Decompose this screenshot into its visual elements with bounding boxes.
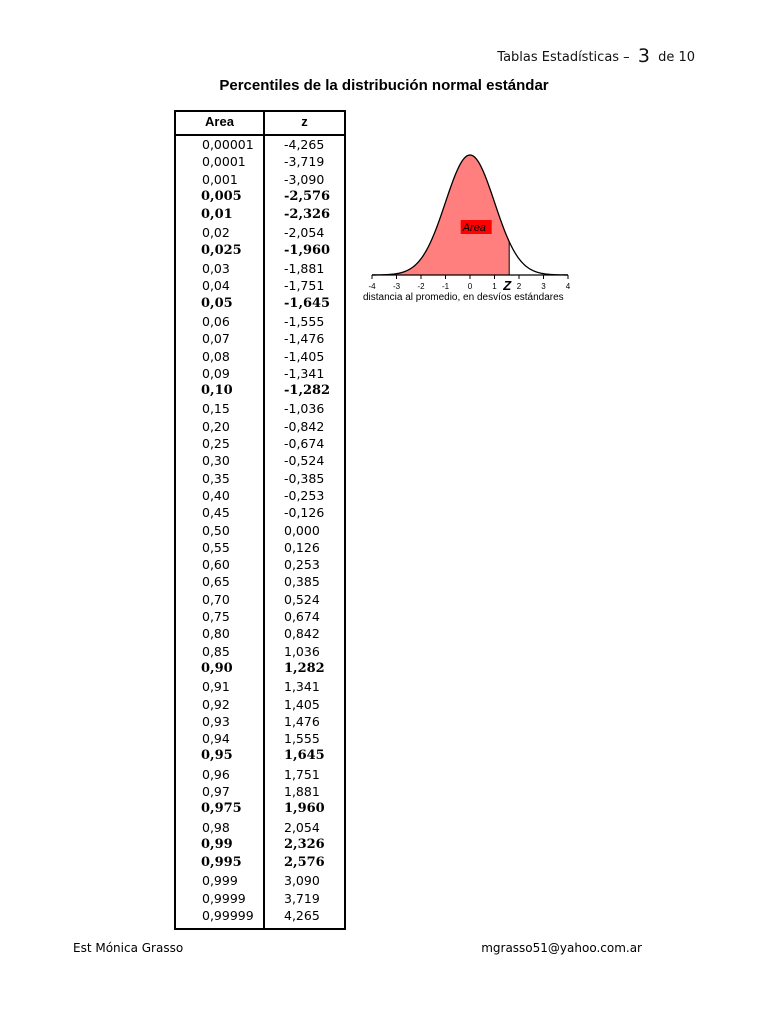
table-body	[176, 137, 344, 925]
table-row	[176, 471, 344, 488]
header-suffix: de 10	[658, 50, 695, 65]
table-row	[176, 784, 344, 801]
area-cell: 0,07	[202, 331, 230, 347]
z-cell: -1,341	[284, 365, 325, 381]
axis-tick-label: 4	[565, 282, 571, 291]
z-cell: 1,555	[284, 731, 320, 747]
z-cell: -0,126	[284, 505, 325, 521]
table-row	[176, 172, 344, 189]
table-row	[176, 714, 344, 731]
z-cell: 1,405	[284, 696, 320, 712]
axis-tick-label: 0	[467, 282, 473, 291]
area-cell: 0,80	[202, 626, 230, 642]
z-cell: -1,036	[284, 401, 325, 417]
z-cell: -0,524	[284, 453, 325, 469]
table-row	[176, 855, 344, 873]
area-cell: 0,03	[202, 261, 230, 277]
z-cell: -0,842	[284, 418, 325, 434]
area-cell: 0,06	[202, 313, 230, 329]
footer-email: mgrasso51@yahoo.com.ar	[481, 941, 642, 955]
area-cell: 0,09	[202, 365, 230, 381]
table-row	[176, 383, 344, 401]
z-cell: 4,265	[284, 908, 320, 924]
table-row	[176, 609, 344, 626]
area-cell: 0,95	[201, 748, 233, 764]
z-cell: -1,405	[284, 348, 325, 364]
z-cell: -3,719	[284, 154, 325, 170]
area-cell: 0,05	[201, 295, 233, 311]
z-cell: 0,253	[284, 557, 320, 573]
axis-tick-label: -2	[417, 282, 425, 291]
area-cell: 0,65	[202, 574, 230, 590]
z-cell: 3,090	[284, 873, 320, 889]
area-cell: 0,20	[202, 418, 230, 434]
axis-tick-label: -1	[441, 282, 450, 291]
percentile-table	[174, 110, 346, 930]
area-cell: 0,85	[202, 643, 230, 659]
table-row	[176, 225, 344, 242]
footer-author: Est Mónica Grasso	[73, 941, 184, 955]
table-row	[176, 314, 344, 331]
table-row	[176, 820, 344, 837]
axis-tick-label: -3	[392, 282, 401, 291]
z-cell: -2,326	[284, 207, 331, 223]
table-row	[176, 697, 344, 714]
z-cell: 3,719	[284, 890, 320, 906]
z-cell: 0,385	[284, 574, 320, 590]
table-row	[176, 644, 344, 661]
area-cell: 0,08	[202, 348, 230, 364]
table-row	[176, 419, 344, 436]
z-cell: 0,842	[284, 626, 320, 642]
z-cell: 0,000	[284, 522, 320, 538]
page-header	[497, 44, 695, 66]
area-cell: 0,995	[201, 855, 242, 871]
z-cell: -3,090	[284, 171, 325, 187]
table-row	[176, 488, 344, 505]
axis-tick-label: 3	[541, 282, 546, 291]
z-cell: 1,036	[284, 643, 320, 659]
z-cell: 0,126	[284, 539, 320, 555]
table-row	[176, 679, 344, 696]
z-cell: 0,524	[284, 591, 320, 607]
table-row	[176, 189, 344, 207]
table-row	[176, 767, 344, 784]
table-row	[176, 731, 344, 748]
area-cell: 0,91	[202, 679, 230, 695]
table-row	[176, 401, 344, 418]
table-row	[176, 540, 344, 557]
area-cell: 0,97	[202, 783, 230, 799]
table-row	[176, 207, 344, 225]
table-row	[176, 261, 344, 278]
area-cell: 0,94	[202, 731, 230, 747]
column-header-area: Area	[205, 114, 234, 129]
area-cell: 0,35	[202, 470, 230, 486]
area-cell: 0,15	[202, 401, 230, 417]
table-row	[176, 366, 344, 383]
table-row	[176, 748, 344, 766]
area-cell: 0,50	[202, 522, 230, 538]
z-cell: 1,476	[284, 713, 320, 729]
z-cell: 2,054	[284, 819, 320, 835]
z-cell: 1,960	[284, 801, 325, 817]
table-row	[176, 908, 344, 925]
z-cell: -2,576	[284, 188, 331, 204]
area-cell: 0,01	[201, 207, 233, 223]
z-cell: 1,282	[284, 660, 325, 676]
area-cell: 0,98	[202, 819, 230, 835]
z-cell: -1,555	[284, 313, 325, 329]
area-cell: 0,9999	[202, 890, 246, 906]
header-prefix: Tablas Estadísticas –	[497, 50, 630, 65]
normal-curve-figure	[360, 145, 580, 315]
z-cell: -1,881	[284, 261, 325, 277]
z-cell: -4,265	[284, 137, 325, 152]
area-cell: 0,00001	[202, 137, 254, 152]
table-row	[176, 891, 344, 908]
area-cell: 0,001	[202, 171, 238, 187]
table-row	[176, 523, 344, 540]
table-row	[176, 331, 344, 348]
table-row	[176, 661, 344, 679]
area-cell: 0,999	[202, 873, 238, 889]
area-cell: 0,99	[201, 836, 233, 852]
area-label: Area	[462, 222, 486, 234]
table-row	[176, 243, 344, 261]
table-row	[176, 453, 344, 470]
area-cell: 0,99999	[202, 908, 254, 924]
z-cell: -0,253	[284, 487, 325, 503]
area-cell: 0,90	[201, 660, 233, 676]
area-cell: 0,10	[201, 383, 233, 399]
table-row	[176, 436, 344, 453]
z-cell: -0,385	[284, 470, 325, 486]
table-row	[176, 801, 344, 819]
z-cell: 1,751	[284, 766, 320, 782]
area-cell: 0,25	[202, 436, 230, 452]
table-row	[176, 349, 344, 366]
area-cell: 0,93	[202, 713, 230, 729]
table-row	[176, 137, 344, 154]
table-row	[176, 626, 344, 643]
area-cell: 0,30	[202, 453, 230, 469]
area-cell: 0,0001	[202, 154, 246, 170]
table-row	[176, 557, 344, 574]
column-header-z: z	[301, 114, 308, 129]
area-cell: 0,45	[202, 505, 230, 521]
area-cell: 0,96	[202, 766, 230, 782]
table-row	[176, 278, 344, 295]
table-header	[176, 112, 344, 136]
area-cell: 0,04	[202, 278, 230, 294]
area-cell: 0,005	[201, 188, 242, 204]
z-cell: -1,960	[284, 242, 331, 258]
z-cell: -1,476	[284, 331, 325, 347]
area-cell: 0,02	[202, 225, 230, 241]
z-cell: 1,881	[284, 783, 320, 799]
z-cell: 1,341	[284, 679, 320, 695]
table-row	[176, 873, 344, 890]
axis-ticks	[368, 275, 570, 291]
area-cell: 0,60	[202, 557, 230, 573]
z-cell: 2,326	[284, 836, 325, 852]
page-number: 3	[637, 45, 650, 67]
area-cell: 0,75	[202, 609, 230, 625]
z-cell: 0,674	[284, 609, 320, 625]
z-cell: -1,282	[284, 383, 331, 399]
area-cell: 0,975	[201, 801, 242, 817]
area-cell: 0,40	[202, 487, 230, 503]
table-row	[176, 837, 344, 855]
z-cell: -0,674	[284, 436, 325, 452]
table-row	[176, 574, 344, 591]
z-cell: -2,054	[284, 225, 325, 241]
area-cell: 0,55	[202, 539, 230, 555]
z-label: Z	[503, 278, 512, 293]
axis-tick-label: 2	[516, 282, 522, 291]
axis-tick-label: 1	[492, 282, 497, 291]
axis-tick-label: -4	[368, 282, 376, 291]
table-row	[176, 505, 344, 522]
figure-caption: distancia al promedio, en desvíos estándares	[363, 292, 564, 303]
z-cell: 1,645	[284, 748, 325, 764]
area-cell: 0,92	[202, 696, 230, 712]
z-cell: -1,751	[284, 278, 325, 294]
page-title: Percentiles de la distribución normal estándar	[219, 77, 549, 94]
area-cell: 0,025	[201, 242, 242, 258]
table-row	[176, 154, 344, 171]
table-row	[176, 296, 344, 314]
area-cell: 0,70	[202, 591, 230, 607]
z-cell: 2,576	[284, 855, 325, 871]
z-cell: -1,645	[284, 295, 331, 311]
table-row	[176, 592, 344, 609]
